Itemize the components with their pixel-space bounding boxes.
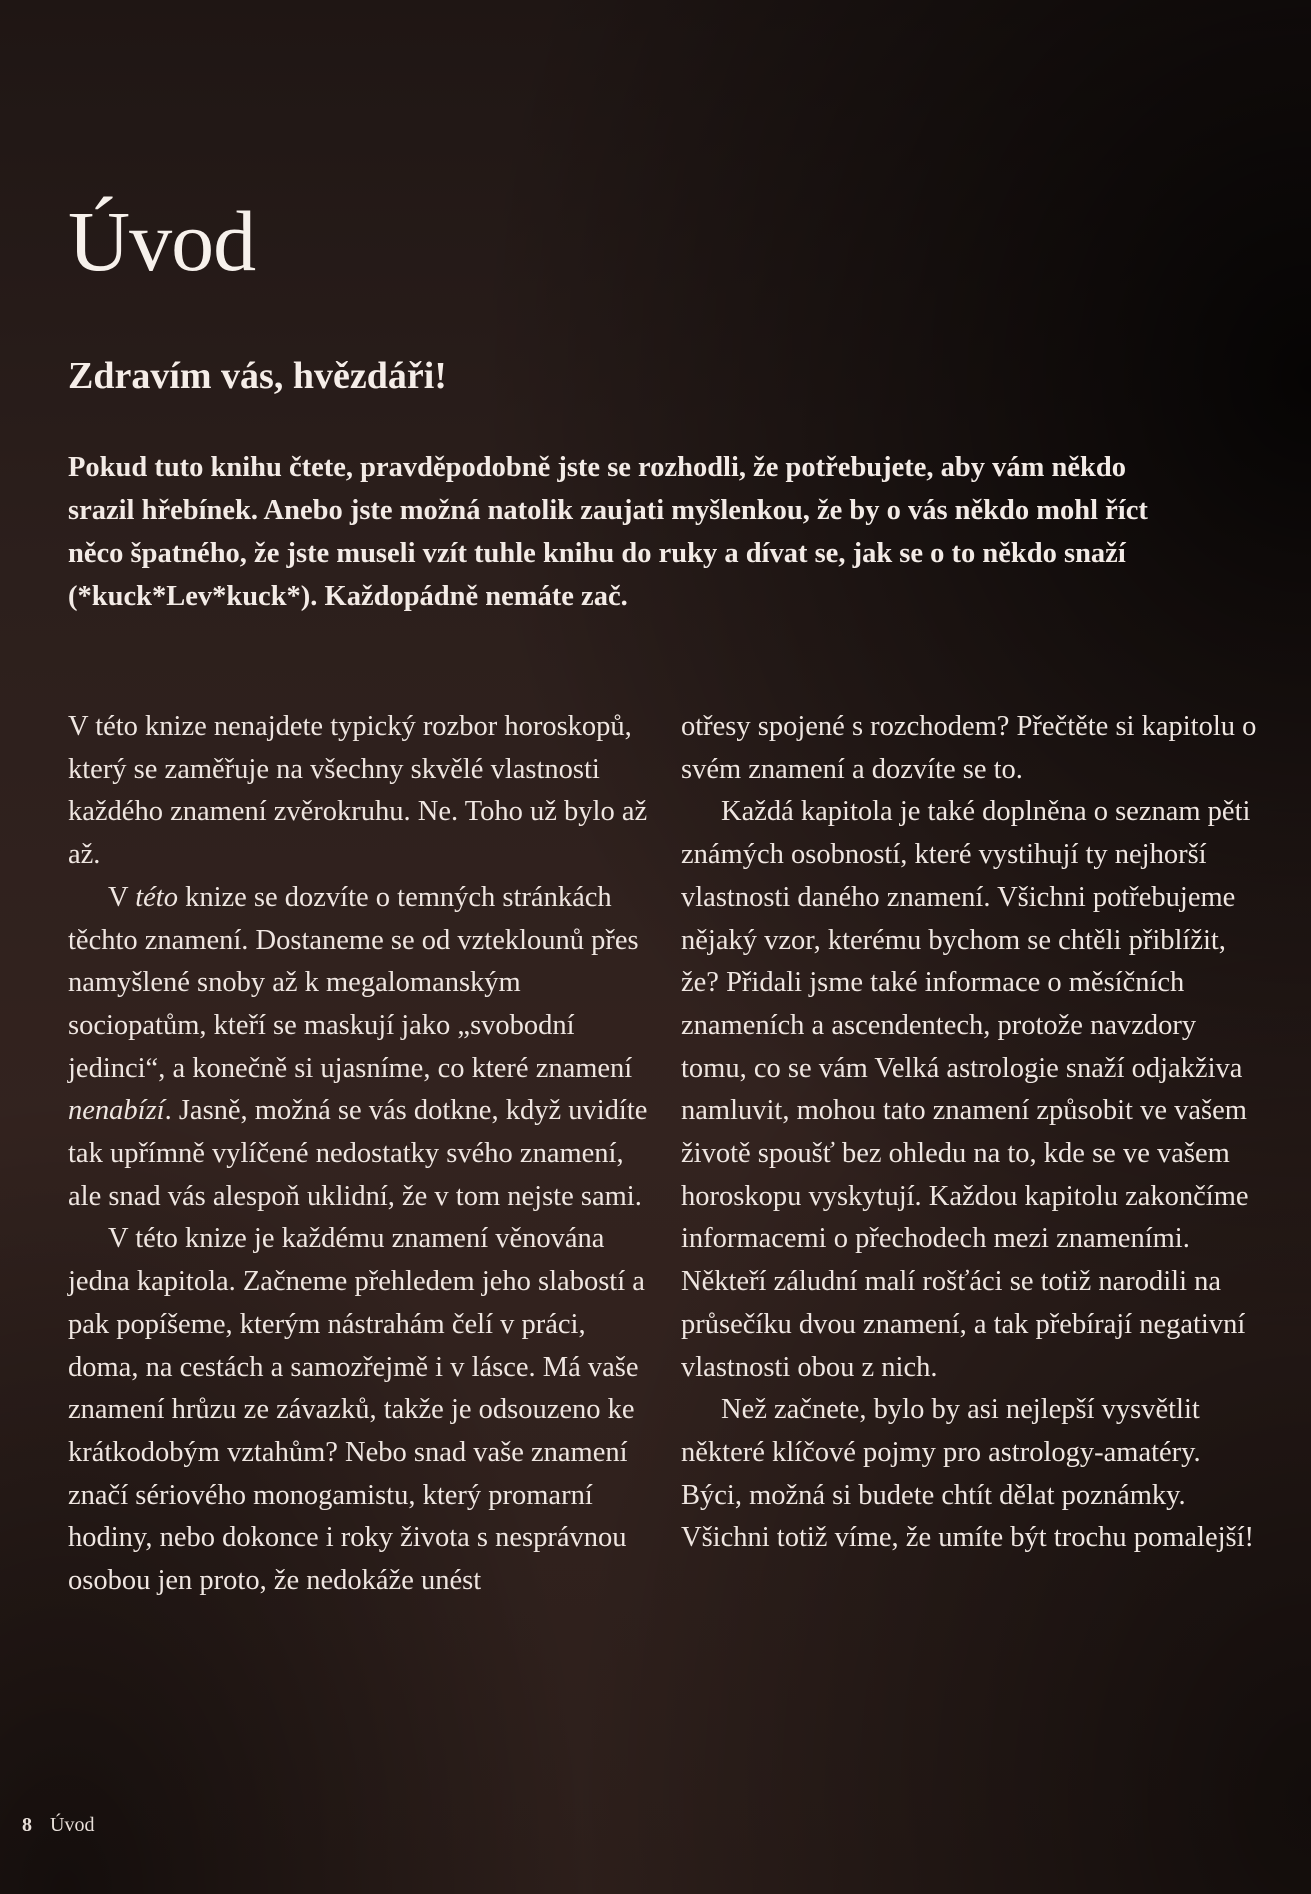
left-paragraph-2-mid: knize se dozvíte o temných stránkách těchto znamení. Dostaneme se od vzteklounů přes namyšlené snoby až k megalomanským sociopatům, kteří se maskují jako „svobodní jedinci“, a konečně si ujasníme, co které znamení — [68, 881, 639, 1084]
chapter-title: Úvod — [68, 193, 256, 289]
left-paragraph-1: V této knize nenajdete typický rozbor horoskopů, který se zaměřuje na všechny skvělé vlastnosti každého znamení zvěrokruhu. Ne. Toho už bylo až až. — [68, 711, 648, 871]
emphasis-nenabizi: nenabízí — [68, 1095, 165, 1127]
emphasis-teto: této — [135, 881, 178, 913]
intro-paragraph: Pokud tuto knihu čtete, pravděpodobně jste se rozhodli, že potřebujete, aby vám někdo srazil hřebínek. Anebo jste možná natolik zaujati myšlenkou, že by o vás někdo mohl říct něco špatného, že jste museli vzít tuhle knihu do ruky a dívat se, jak se o to někdo snaží (*kuck*Lev*kuck*). Každopádně nemáte zač. — [68, 452, 1148, 612]
left-paragraph-3: V této knize je každému znamení věnována jedna kapitola. Začneme přehledem jeho slabostí a pak popíšeme, kterým nástrahám čelí v práci, doma, na cestách a samozřejmě i v lásce. Má vaše znamení hrůzu ze závazků, takže je odsouzeno ke krátkodobým vztahům? Nebo snad vaše znamení značí sériového monogamistu, který promarní hodiny, nebo dokonce i roky života s nesprávnou osobou jen proto, že nedokáže unést — [68, 1223, 645, 1597]
page-number: 8 — [22, 1814, 32, 1836]
right-paragraph-2: Každá kapitola je také doplněna o seznam pěti známých osobností, které vystihují ty nejhorší vlastnosti daného znamení. Všichni potřebujeme nějaký vzor, kterému bychom se chtěli přiblížit, že? Přidali jsme také informace o měsíčních znameních a ascendentech, protože navzdory tomu, co se vám Velká astrologie snaží odjakživa namluvit, mohou tato znamení způsobit ve vašem životě spoušť bez ohledu na to, kde se ve vašem horoskopu vyskytují. Každou kapitolu zakončíme informacemi o přechodech mezi znameními. Někteří záludní malí rošťáci se totiž narodili na průsečíku dvou znamení, a tak přebírají negativní vlastnosti obou z nich. — [681, 796, 1251, 1383]
running-section-title: Úvod — [50, 1814, 95, 1836]
left-column — [68, 706, 653, 1603]
chapter-subtitle: Zdravím vás, hvězdáři! — [68, 355, 447, 397]
left-paragraph-2-tail: . Jasně, možná se vás dotkne, když uvidíte tak upřímně vylíčené nedostatky svého znamení, ale snad vás alespoň uklidní, že v tom nejste sami. — [68, 1095, 648, 1212]
right-paragraph-1: otřesy spojené s rozchodem? Přečtěte si kapitolu o svém znamení a dozvíte se to. — [681, 711, 1257, 785]
right-paragraph-3: Než začnete, bylo by asi nejlepší vysvětlit některé klíčové pojmy pro astrology-amatéry. Býci, možná si budete chtít dělat poznámky. Všichni totiž víme, že umíte být trochu pomalejší! — [681, 1394, 1255, 1554]
page-footer — [22, 1814, 94, 1837]
left-paragraph-2 — [68, 877, 653, 1219]
right-column — [681, 706, 1266, 1560]
left-paragraph-2-lead: V — [108, 881, 136, 913]
